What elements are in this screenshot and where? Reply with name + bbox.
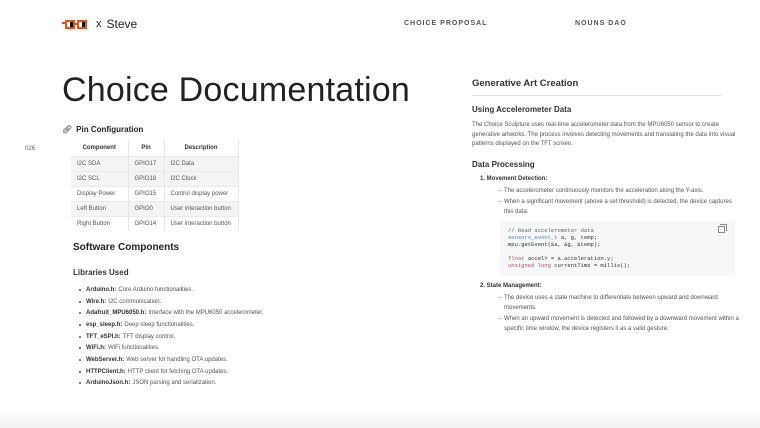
link-icon: 🔗︎ <box>62 125 73 134</box>
table-cell: I2C SDA <box>71 156 128 171</box>
accelerometer-heading: Using Accelerometer Data <box>472 105 572 114</box>
table-row <box>71 186 238 201</box>
list-item: HTTPClient.h: HTTP client for fetching OTA updates. <box>79 366 263 378</box>
data-processing-heading: Data Processing <box>472 159 535 169</box>
table-cell: User interaction button <box>164 201 238 216</box>
nav-choice-proposal[interactable]: CHOICE PROPOSAL <box>404 20 488 27</box>
list-item: Wire.h: I2C communication. <box>79 296 263 308</box>
list-item: WebServer.h: Web server for handling OTA updates. <box>79 354 263 366</box>
list-item: ArduinoJson.h: JSON parsing and serialization. <box>79 378 263 390</box>
list-item: – The device uses a state machine to differentiate between upward and downward movements. <box>498 295 718 311</box>
copy-icon[interactable] <box>718 226 725 233</box>
step-title: 1. Movement Detection: <box>480 175 548 182</box>
footer-shade <box>0 410 760 428</box>
generative-section <box>472 78 742 336</box>
pin-config-heading-label: Pin Configuration <box>76 125 144 134</box>
table-cell: GPIO14 <box>128 216 164 231</box>
pin-config-heading[interactable] <box>62 125 143 134</box>
table-row <box>71 171 238 186</box>
column-header: Component <box>71 140 128 156</box>
table-cell: I2C Clock <box>164 171 238 186</box>
table-cell: GPIO18 <box>128 171 164 186</box>
code-block: // Read accelerometer data sensors_event_t a, g, temp; mpu.getEvent(&a, &g, &temp); float accelY = a.acceleration.y; unsigned long currentTime = millis(); <box>500 221 735 276</box>
side-number: 026 <box>25 146 36 152</box>
software-components-heading: Software Components <box>73 242 180 253</box>
code-comment: // Read accelerometer data <box>508 227 594 234</box>
accelerometer-paragraph: The Choice Sculpture uses real-time accelerometer data from the MPU6050 sensor to create generative artworks. The process involves detecting movements and translating the data into visual patterns displayed on the TFT screen. <box>472 122 736 147</box>
table-row <box>71 216 238 231</box>
list-item: – When an upward movement is detected and followed by a downward movement within a specific time window, the device registers it as a valid gesture. <box>498 316 739 332</box>
libraries-used-heading: Libraries Used <box>73 268 129 277</box>
logo-name: Steve <box>106 17 138 31</box>
list-item: WiFi.h: WiFi functionalities. <box>79 342 263 354</box>
table-cell: GPIO15 <box>128 186 164 201</box>
table-header-row <box>71 140 238 156</box>
list-item: – The accelerometer continuously monitors the acceleration along the Y-axis. <box>498 187 704 194</box>
table-cell: User interaction button <box>164 216 238 231</box>
list-item: Arduino.h: Core Arduino functionalities. <box>79 284 263 296</box>
table-cell: I2C Data <box>164 156 238 171</box>
table-row <box>71 201 238 216</box>
list-item: esp_sleep.h: Deep sleep functionalities. <box>79 319 263 331</box>
list-item: TFT_eSPI.h: TFT display control. <box>79 331 263 343</box>
step-bullets <box>498 187 742 218</box>
list-item: Adafruit_MPU6050.h: Interface with the MPU6050 accelerometer. <box>79 307 263 319</box>
generative-art-heading: Generative Art Creation <box>472 78 722 96</box>
table-cell: GPIO17 <box>128 156 164 171</box>
table-cell: Display Power <box>71 186 128 201</box>
table-cell: GPIO0 <box>128 201 164 216</box>
page-title: Choice Documentation <box>62 71 410 109</box>
noggles-glasses-icon <box>62 20 87 29</box>
libraries-list <box>79 284 263 389</box>
column-header: Description <box>164 140 238 156</box>
table-cell: Left Button <box>71 201 128 216</box>
pin-table <box>71 140 239 231</box>
table-row <box>71 156 238 171</box>
step-title: 2. State Management: <box>480 283 542 289</box>
logo-separator: x <box>96 18 102 30</box>
table-cell: Right Button <box>71 216 128 231</box>
table-cell: Control display power <box>164 186 238 201</box>
table-cell: I2C SCL <box>71 171 128 186</box>
column-header: Pin <box>128 140 164 156</box>
logo[interactable] <box>62 17 137 31</box>
top-bar <box>0 0 760 50</box>
step-bullets <box>498 294 742 334</box>
nav-nouns-dao[interactable]: NOUNS DAO <box>575 20 627 27</box>
list-item: – When a significant movement (above a set threshold) is detected, the device captures this data. <box>498 199 732 215</box>
